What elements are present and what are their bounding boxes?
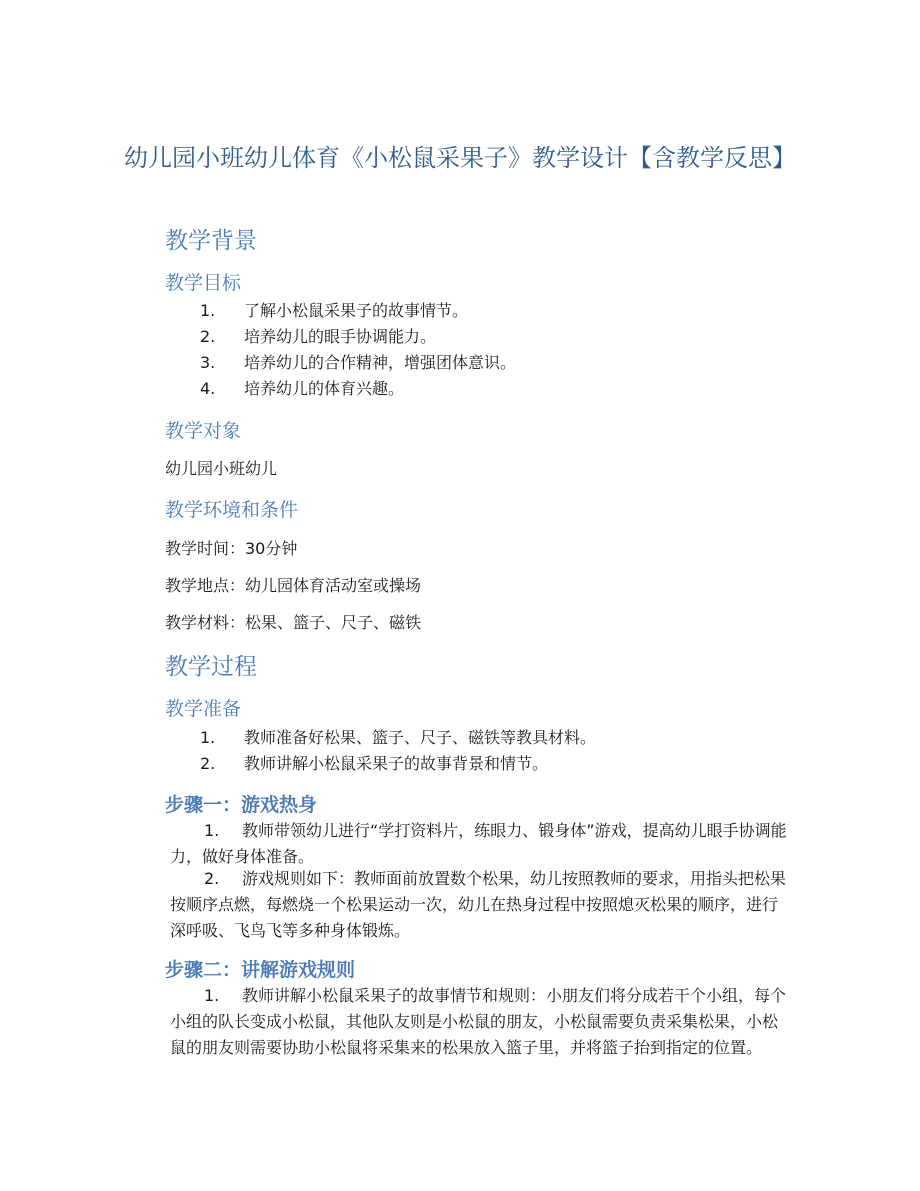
list-item <box>200 376 404 399</box>
list-number: 2. <box>200 754 216 773</box>
heading-process: 教学过程 <box>165 654 257 680</box>
list-item <box>200 725 596 748</box>
list-text: 教师讲解小松鼠采果子的故事情节和规则：小朋友们将分成若干个小组，每个小组的队长变成小松鼠，其他队友则是小松鼠的朋友，小松鼠需要负责采集松果，小松鼠的朋友则需要协助小松鼠将采集来的松果放入篮子里，并将篮子抬到指定的位置。 <box>170 986 787 1057</box>
list-number: 3. <box>200 353 216 372</box>
list-text: 了解小松鼠采果子的故事情节。 <box>244 301 469 320</box>
teaching-time: 教学时间：30分钟 <box>165 539 298 558</box>
list-text: 培养幼儿的合作精神，增强团体意识。 <box>244 353 517 372</box>
heading-background: 教学背景 <box>165 228 257 254</box>
step-paragraph <box>170 866 790 944</box>
list-number: 1. <box>200 301 216 320</box>
heading-target: 教学对象 <box>165 420 242 442</box>
list-text: 教师带领幼儿进行“学打资料片，练眼力、锻身体”游戏，提高幼儿眼手协调能力，做好身体准备。 <box>170 821 787 866</box>
list-number: 4. <box>200 379 216 398</box>
list-item <box>200 350 516 373</box>
heading-environment: 教学环境和条件 <box>165 499 299 521</box>
list-item <box>200 298 468 321</box>
target-text: 幼儿园小班幼儿 <box>165 459 278 478</box>
list-number: 2. <box>200 327 216 346</box>
list-number: 1. <box>200 728 216 747</box>
heading-step1: 步骤一：游戏热身 <box>165 794 318 816</box>
teaching-materials: 教学材料：松果、篮子、尺子、磁铁 <box>165 613 422 632</box>
list-text: 培养幼儿的眼手协调能力。 <box>244 327 437 346</box>
list-text: 教师准备好松果、篮子、尺子、磁铁等教具材料。 <box>244 728 597 747</box>
list-text: 教师讲解小松鼠采果子的故事背景和情节。 <box>244 754 549 773</box>
heading-step2: 步骤二：讲解游戏规则 <box>165 959 356 981</box>
heading-goals: 教学目标 <box>165 272 242 294</box>
list-item <box>200 324 436 347</box>
step-paragraph <box>170 818 790 870</box>
step-paragraph <box>170 983 790 1061</box>
document-title: 幼儿园小班幼儿体育《小松鼠采果子》教学设计【含教学反思】 <box>124 144 796 172</box>
list-number: 1. <box>204 821 220 840</box>
list-text: 游戏规则如下：教师面前放置数个松果，幼儿按照教师的要求，用指头把松果按顺序点燃，每燃烧一个松果运动一次，幼儿在热身过程中按照熄灭松果的顺序，进行深呼吸、飞鸟飞等多种身体锻炼。 <box>170 869 787 940</box>
teaching-place: 教学地点：幼儿园体育活动室或操场 <box>165 576 422 595</box>
list-text: 培养幼儿的体育兴趣。 <box>244 379 405 398</box>
list-number: 2. <box>204 869 220 888</box>
list-number: 1. <box>204 986 220 1005</box>
list-item <box>200 751 548 774</box>
heading-prep: 教学准备 <box>165 698 242 720</box>
